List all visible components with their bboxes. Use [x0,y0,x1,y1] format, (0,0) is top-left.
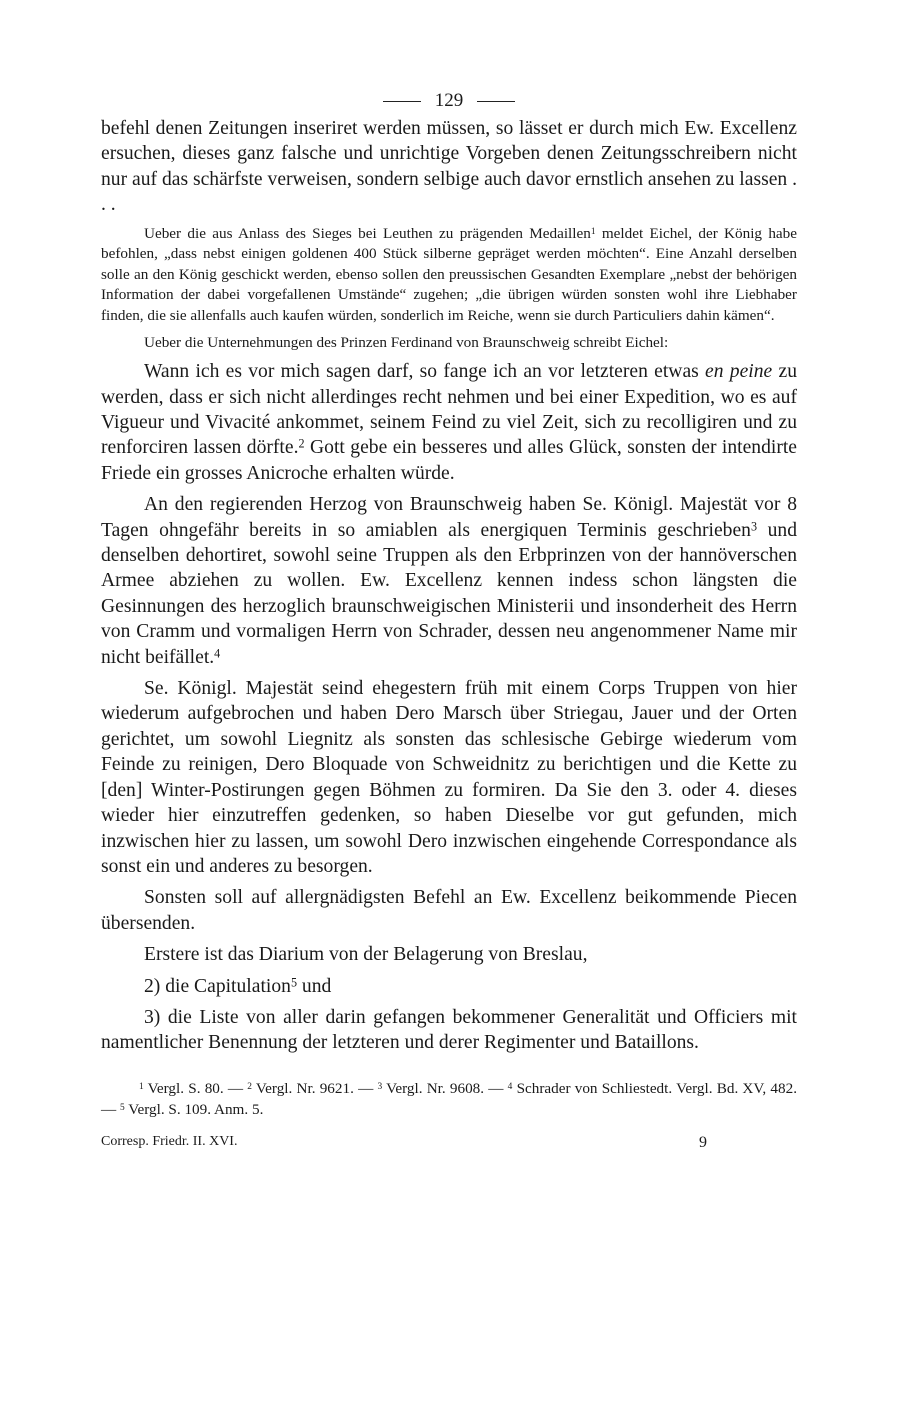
paragraph-8: 3) die Liste von aller darin gefangen bekommener Generalität und Officiers mit namentlicher Benennung der letzteren und derer Regimenter und Bataillons. [101,1006,797,1054]
footnote-5: Vergl. S. 109. Anm. 5. [124,1100,264,1118]
paragraph-7: 2) die Capitulation$^5$ und [144,975,332,997]
footnote-2-number: 2 [247,1081,252,1092]
page-number: 129 [434,90,464,111]
footnote-3-number: 3 [377,1081,383,1092]
sheet-number: 9 [699,1133,707,1151]
footnote-1-number: 1 [139,1081,144,1092]
footnote-list [101,1078,797,1120]
editorial-note-2: Ueber die Unternehmungen des Prinzen Ferdinand von Braunschweig schreibt Eichel: [144,333,669,351]
paragraph-5: Sonsten soll auf allergnädigsten Befehl an Ew. Excellenz beikommende Piecen übersenden. [101,887,797,934]
paragraph-2: Wann ich es vor mich sagen darf, so fange ich an vor letzteren etwas en peine zu werden, dass er sich nicht allerdinges recht nehmen und bei einer Expedition, wo es auf Vigueur und Vivacité ankommet, seinem Feind zu viel Zeit, sich zu recolligiren und zu renforciren lassen dörfte.$^2$ Gott gebe ein besseres und alles Glück, sonsten der intendirte Friede ein grosses Anicroche erhalten würde. [101,361,797,484]
footnote-ref-4: 4 [214,646,221,661]
paragraph-6: Erstere ist das Diarium von der Belagerung von Breslau, [144,944,588,966]
paragraph-3: An den regierenden Herzog von Braunschweig haben Se. Königl. Majestät vor 8 Tagen ohngefähr bereits in so amiablen als energiquen Terminis geschrieben$^3$ und denselben dehortiret, sowohl seine Truppen als den Erbprinzen von der hannöverschen Armee abziehen zu wollen. Ew. Excellenz kennen indess schon längsten die Gesinnungen des herzoglich braunschweigischen Ministerii und insonderheit des Herrn von Cramm und vormaligen Herrn von Schrader, dessen neu angenommener Name mir nicht beifället.$^4$ [101,494,797,668]
footnote-4: Schrader von Schliestedt. Vergl. Bd. XV, 482. — [101,1079,797,1118]
footnote-2: Vergl. Nr. 9621. — [251,1079,378,1097]
footnote-3: Vergl. Nr. 9608. — [382,1079,508,1097]
paragraph-1: befehl denen Zeitungen inseriret werden müssen, so lässet er durch mich Ew. Excellenz ersuchen, dieses ganz falsche und unrichtige Vorgeben denen Zeitungsschreibern nicht nur auf das schärfste verweisen, sondern selbige auch davor ernstlich ansehen zu lassen . . . [101,118,797,216]
printer-signature: Corresp. Friedr. II. XVI. [101,1133,238,1149]
editorial-notes [101,224,797,354]
page-footer [101,1134,797,1152]
header-rule-left [383,101,421,102]
header-rule-right [477,101,515,102]
footnote-ref-2: 2 [298,436,305,451]
footnotes [101,1078,797,1120]
footnote-5-number: 5 [119,1102,125,1113]
editorial-note-1: Ueber die aus Anlass des Sieges bei Leuthen zu prägenden Medaillen$^1$ meldet Eichel, der König habe befohlen, „dass nebst einigen goldenen 400 Stück silberne gepräget werden möchten“. Eine Anzahl derselben solle an den König geschickt werden, ebenso sollen den preussischen Gesandten Exemplare „nebst der behörigen Information der dabei vorgefallenen Umstände“ zugehen; „die übrigen würden sonsten wohl ihre Liebhaber finden, die sie allenfalls auch kaufen würden, sonderlich im Reiche, wenn sie durch Particuliers dahin kämen“. [101,224,797,324]
footnote-ref-3: 3 [750,519,758,534]
page [101,86,797,1152]
footnote-1: Vergl. S. 80. — [143,1079,248,1097]
paragraph-4: Se. Königl. Majestät seind ehegestern früh mit einem Corps Truppen von hier wiederum aufgebrochen und haben Dero Marsch über Striegau, Jauer und der Orten gerichtet, um sowohl Liegnitz als sonsten das schlesische Gebirge wiederum vom Feinde zu reinigen, Dero Bloquade von Schweidnitz zu berichtigen und die Kette zu [den] Winter-Postirungen gegen Böhmen zu formiren. Da Sie den 3. oder 4. dieses wieder hier einzutreffen gedenken, so haben Dieselbe vor gut gefunden, mich inzwischen hier zu lassen, um sowohl Dero inzwischen eingehende Correspondance als sonst ein und anderes zu besorgen. [101,678,797,877]
body-text [101,116,797,218]
footnote-ref-5: 5 [290,975,298,990]
italic-phrase: en peine [705,361,773,383]
body-text-main [101,359,797,1056]
running-header [101,86,797,116]
footnote-ref-1: 1 [590,226,596,237]
footnote-4-number: 4 [507,1081,513,1092]
